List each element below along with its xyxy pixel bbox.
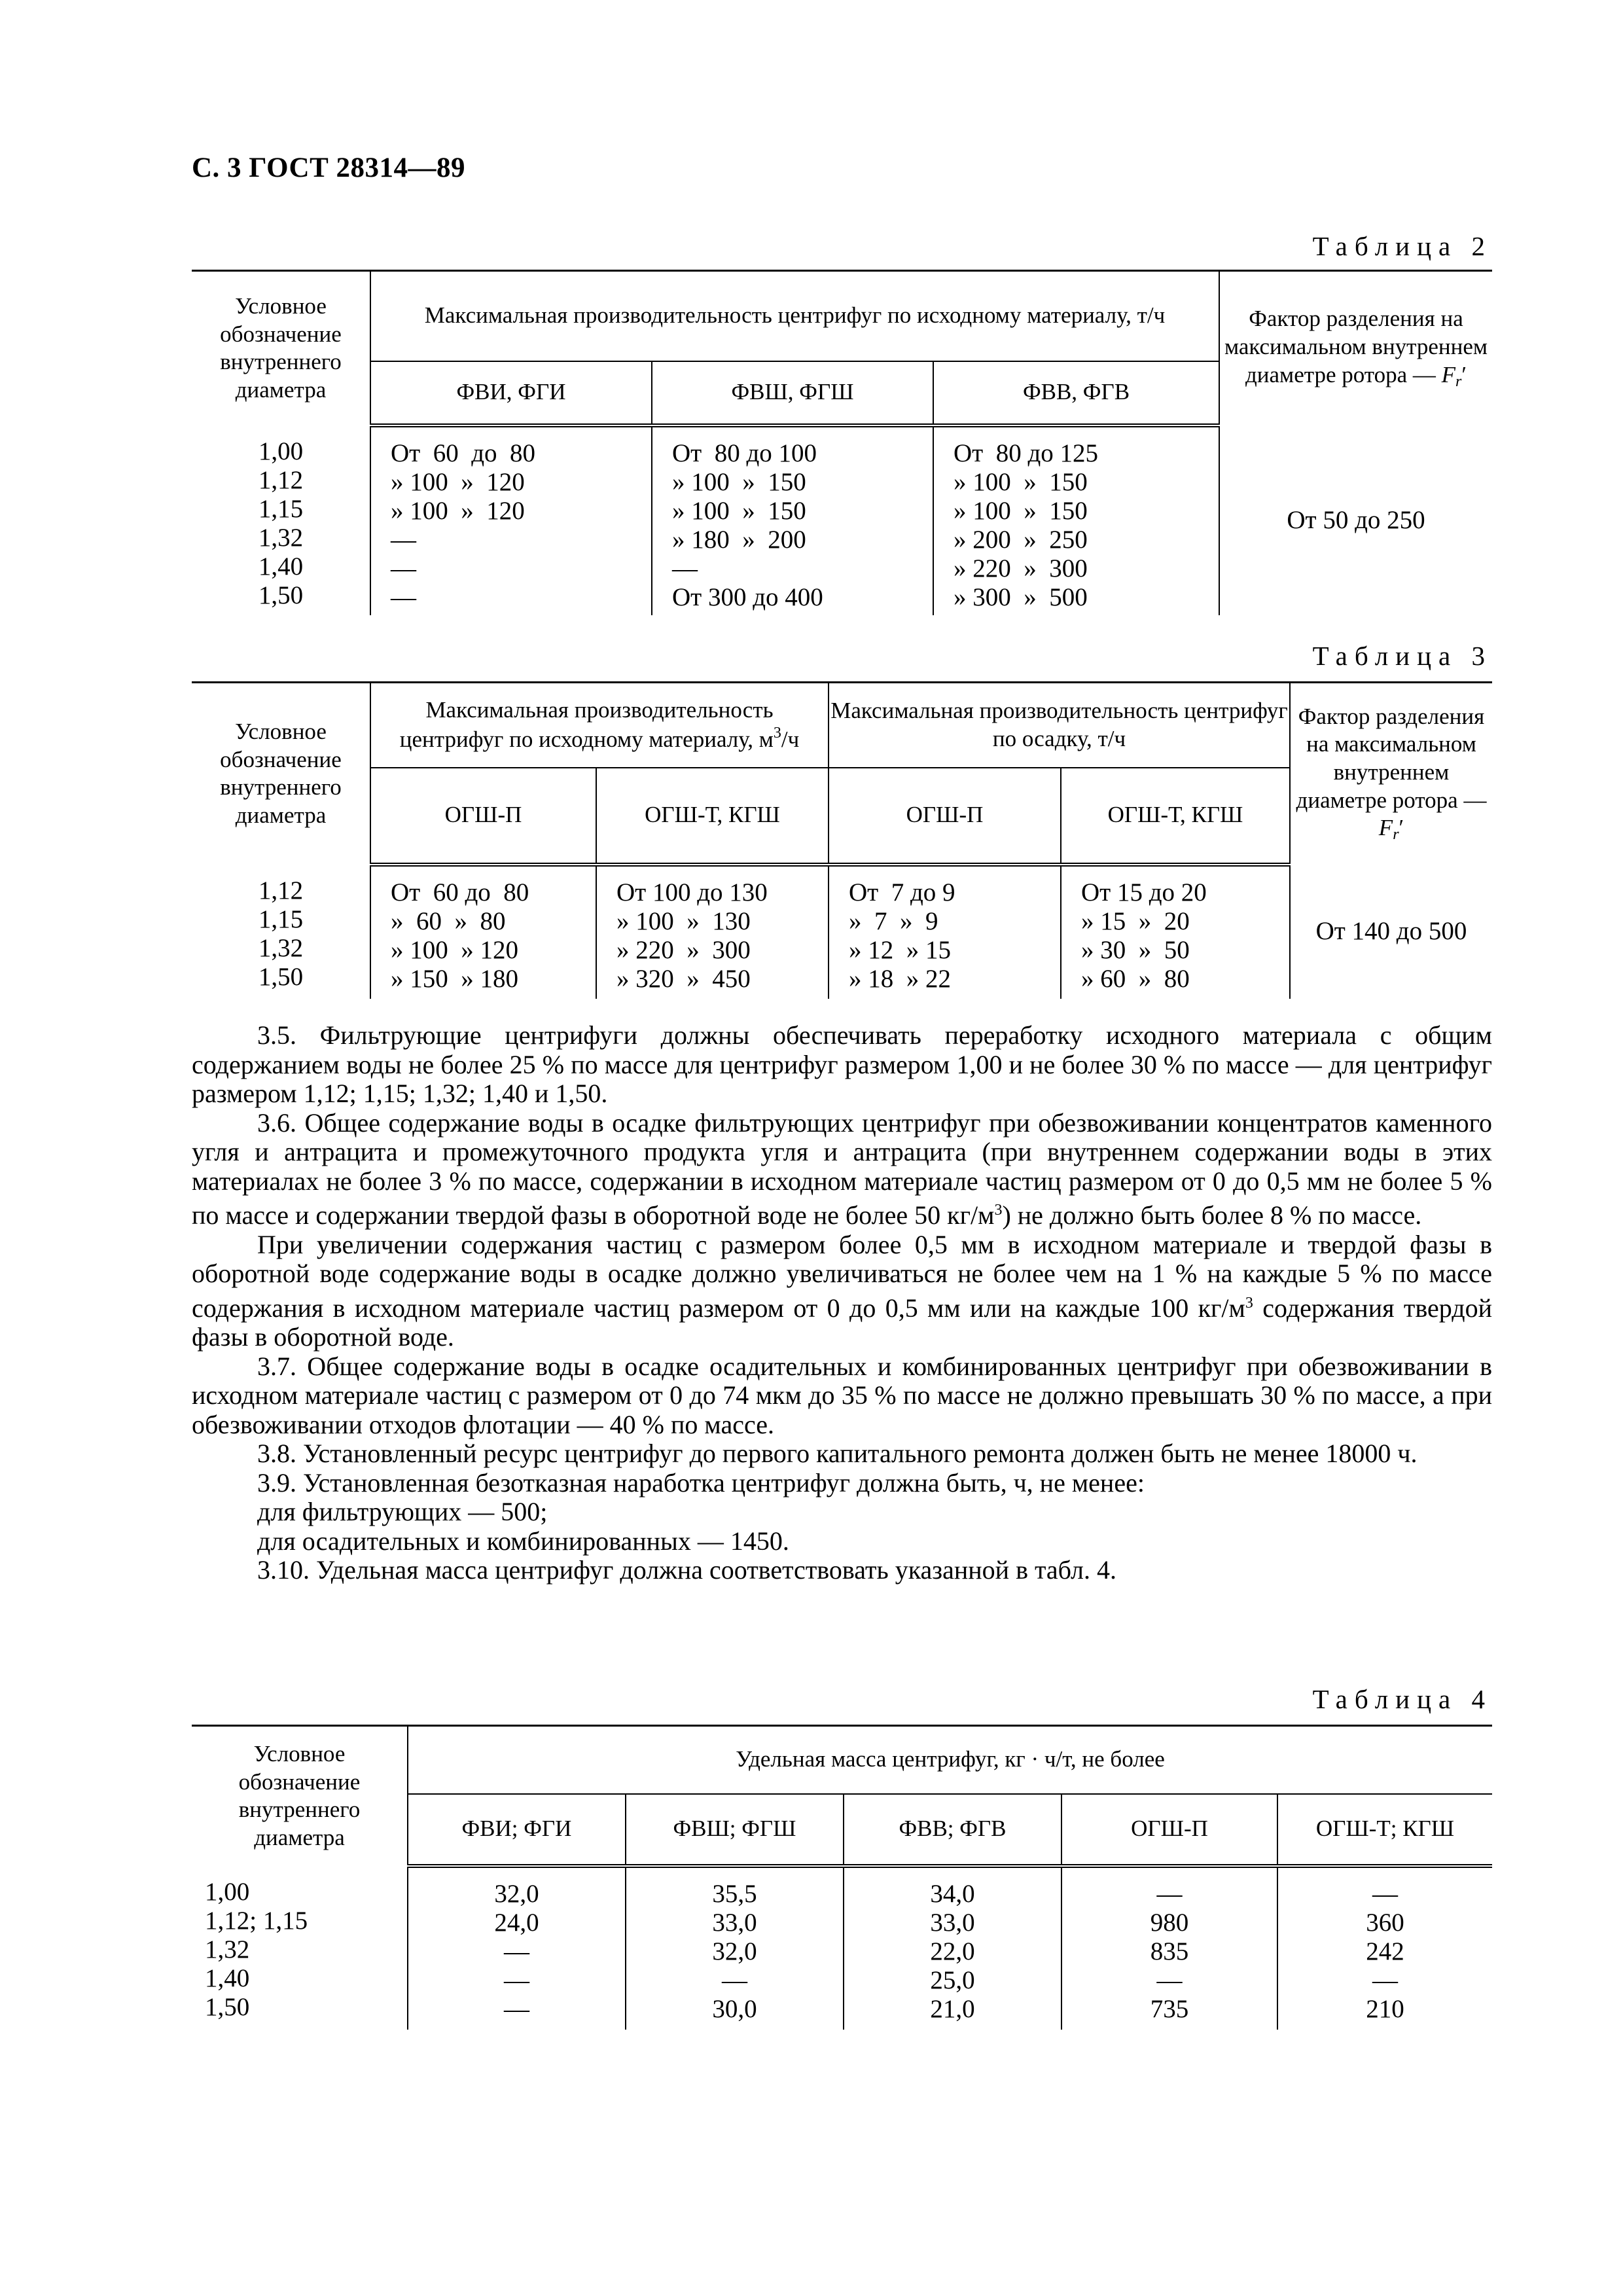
- cell-value: —: [504, 1965, 529, 1994]
- table3-caption: Таблица 3: [1312, 641, 1492, 671]
- paragraph-3-9-b: для осадительных и комбинированных — 1450.: [257, 1526, 789, 1556]
- paragraph-3-7: 3.7. Общее содержание воды в осадке осадительных и комбинированных центрифуг при обезвоживании в исходном материале частиц с размером от 0 до 74 мкм до 35 % по массе не должно превышать 30 % по массе, а при обезвоживании отходов флотации — 40 % по массе.: [192, 1351, 1492, 1439]
- cell-value: » 200 » 250: [954, 525, 1088, 554]
- cell-value: От 60 до 80: [391, 878, 529, 906]
- col-header-diameter: Условное обозначение внутреннего диаметра: [192, 683, 370, 865]
- table4-caption: Таблица 4: [1312, 1684, 1492, 1714]
- cell-value: 30,0: [712, 1994, 757, 2023]
- cell-value: 360: [1366, 1908, 1404, 1937]
- cell-value: От 100 до 130: [616, 878, 768, 906]
- table-2: [192, 270, 1492, 615]
- cell-value: —: [504, 1937, 529, 1965]
- cell-value: » 7 » 9: [849, 906, 938, 935]
- data-column: [1061, 865, 1290, 999]
- cell-value: 210: [1366, 1994, 1404, 2023]
- cell-value: » 100 » 150: [954, 496, 1088, 525]
- data-column: [1277, 1866, 1492, 2030]
- diameter-value: 1,40: [258, 552, 304, 581]
- table2-caption: Таблица 2: [1312, 231, 1492, 261]
- cell-value: » 220 » 300: [954, 554, 1088, 583]
- cell-value: » 100 » 150: [954, 467, 1088, 496]
- group-header-specific-mass: Удельная масса центрифуг, кг · ч/т, не более: [408, 1726, 1492, 1794]
- sub-header: ОГШ-Т, КГШ: [596, 768, 829, 865]
- cell-value: » 18 » 22: [849, 964, 951, 993]
- diameter-value: 1,00: [258, 437, 304, 465]
- sub-header: ФВВ, ФГВ: [933, 361, 1219, 425]
- cell-value: » 320 » 450: [616, 964, 751, 993]
- sub-header: ФВШ; ФГШ: [626, 1794, 844, 1866]
- cell-value: —: [672, 554, 698, 583]
- cell-value: 25,0: [930, 1965, 975, 1994]
- sub-header: ОГШ-Т, КГШ: [1061, 768, 1290, 865]
- page-header: С. 3 ГОСТ 28314—89: [192, 152, 466, 183]
- cell-value: » 100 » 120: [391, 935, 518, 964]
- cell-value: » 12 » 15: [849, 935, 951, 964]
- diameter-value: 1,50: [258, 581, 304, 609]
- diameter-column: [192, 1866, 408, 2030]
- diameter-value: 1,32: [205, 1935, 250, 1964]
- sub-header: ОГШ-Т; КГШ: [1277, 1794, 1492, 1866]
- diameter-value: 1,00: [205, 1877, 250, 1906]
- sub-header: ОГШ-П: [1061, 1794, 1277, 1866]
- paragraph-3-8: 3.8. Установленный ресурс центрифуг до первого капитального ремонта должен быть не менее 18000 ч.: [257, 1439, 1418, 1468]
- group-header-productivity: Максимальная производительность центрифуг по исходному материалу, т/ч: [370, 271, 1219, 361]
- col-header-diameter: Условное обозначение внутреннего диаметра: [192, 1726, 408, 1866]
- data-column: [829, 865, 1061, 999]
- cell-value: От 15 до 20: [1081, 878, 1207, 906]
- table-4: [192, 1725, 1492, 2030]
- cell-value: —: [1372, 1879, 1398, 1908]
- cell-value: 32,0: [494, 1879, 539, 1908]
- data-column: [408, 1866, 626, 2030]
- cell-value: —: [1156, 1965, 1183, 1994]
- cell-value: От 60 до 80: [391, 439, 536, 467]
- cell-value: —: [1372, 1965, 1398, 1994]
- cell-value: » 30 » 50: [1081, 935, 1190, 964]
- cell-value: » 150 » 180: [391, 964, 518, 993]
- cell-value: » 180 » 200: [672, 525, 806, 554]
- cell-value: 35,5: [712, 1879, 757, 1908]
- diameter-value: 1,12: [258, 876, 304, 905]
- cell-value: 33,0: [712, 1908, 757, 1937]
- factor-value: От 140 до 500: [1290, 865, 1492, 999]
- cell-value: 34,0: [930, 1879, 975, 1908]
- cell-value: —: [1156, 1879, 1183, 1908]
- cell-value: —: [391, 525, 416, 554]
- paragraph-3-9: 3.9. Установленная безотказная наработка центрифуг должна быть, ч, не менее:: [257, 1467, 1145, 1498]
- col-header-factor: Фактор разделения на максимальном внутреннем диаметре ротора — $F_r'$: [1290, 683, 1492, 865]
- cell-value: » 15 » 20: [1081, 906, 1190, 935]
- cell-value: » 60 » 80: [391, 906, 506, 935]
- data-column: [370, 425, 652, 615]
- cell-value: 33,0: [930, 1908, 975, 1937]
- sub-header: ОГШ-П: [829, 768, 1061, 865]
- cell-value: От 80 до 125: [954, 439, 1099, 467]
- cell-value: 24,0: [494, 1908, 539, 1937]
- diameter-column: [192, 425, 370, 615]
- paragraph-3-5: 3.5. Фильтрующие центрифуги должны обеспечивать переработку исходного материала с общим содержанием воды не более 25 % по массе для центрифуг размером 1,00 и не более 30 % по массе — для центрифуг размером 1,12; 1,15; 1,32; 1,40 и 1,50.: [192, 1020, 1492, 1108]
- data-column: [370, 865, 596, 999]
- cell-value: » 300 » 500: [954, 583, 1088, 611]
- diameter-value: 1,15: [258, 905, 304, 933]
- cell-value: » 100 » 150: [672, 467, 806, 496]
- cell-value: —: [504, 1994, 529, 2023]
- cell-value: 22,0: [930, 1937, 975, 1965]
- cell-value: —: [722, 1965, 747, 1994]
- cell-value: От 300 до 400: [672, 583, 823, 611]
- diameter-value: 1,40: [205, 1964, 250, 1992]
- paragraph-3-6: 3.6. Общее содержание воды в осадке фильтрующих центрифуг при обезвоживании концентратов каменного угля и антрацита и промежуточного продукта угля и антрацита (при внутреннем содержании воды в этих материалах не более 3 % по массе, содержании в исходном материале частиц размером от 0 до 0,5 мм не более 5 % по массе и содержании твердой фазы в оборотной воде не более 50 $кг/м^3$) не должно быть более 8 % по массе.: [192, 1107, 1492, 1230]
- data-column: [933, 425, 1219, 615]
- data-column: [1061, 1866, 1277, 2030]
- data-column: [652, 425, 933, 615]
- cell-value: » 60 » 80: [1081, 964, 1190, 993]
- data-column: [596, 865, 829, 999]
- diameter-column: [192, 865, 370, 999]
- sub-header: ФВИ; ФГИ: [408, 1794, 626, 1866]
- cell-value: От 80 до 100: [672, 439, 817, 467]
- cell-value: От 7 до 9: [849, 878, 955, 906]
- paragraph-3-9-a: для фильтрующих — 500;: [257, 1497, 548, 1526]
- data-column: [626, 1866, 844, 2030]
- cell-value: » 100 » 150: [672, 496, 806, 525]
- cell-value: 835: [1150, 1937, 1189, 1965]
- body-text: [192, 1021, 1492, 1585]
- cell-value: —: [391, 583, 416, 611]
- diameter-value: 1,12; 1,15: [205, 1906, 308, 1935]
- cell-value: » 100 » 120: [391, 496, 525, 525]
- cell-value: 735: [1150, 1994, 1189, 2023]
- diameter-value: 1,50: [258, 962, 304, 991]
- cell-value: » 100 » 120: [391, 467, 525, 496]
- diameter-value: 1,15: [258, 494, 304, 523]
- sub-header: ОГШ-П: [370, 768, 596, 865]
- diameter-value: 1,12: [258, 465, 304, 494]
- col-header-diameter: Условное обозначение внутреннего диаметра: [192, 271, 370, 425]
- factor-value: От 50 до 250: [1219, 425, 1492, 615]
- cell-value: » 220 » 300: [616, 935, 751, 964]
- data-column: [844, 1866, 1061, 2030]
- cell-value: 32,0: [712, 1937, 757, 1965]
- cell-value: 21,0: [930, 1994, 975, 2023]
- col-header-factor: Фактор разделения на максимальном внутреннем диаметре ротора — $F_r'$: [1219, 271, 1492, 425]
- cell-value: 980: [1150, 1908, 1189, 1937]
- group-header-sediment: Максимальная производительность центрифуг по осадку, т/ч: [829, 683, 1290, 768]
- diameter-value: 1,50: [205, 1992, 250, 2021]
- cell-value: » 100 » 130: [616, 906, 751, 935]
- sub-header: ФВВ; ФГВ: [844, 1794, 1061, 1866]
- diameter-value: 1,32: [258, 523, 304, 552]
- sub-header: ФВИ, ФГИ: [370, 361, 652, 425]
- diameter-value: 1,32: [258, 933, 304, 962]
- paragraph-3-10: 3.10. Удельная масса центрифуг должна соответствовать указанной в табл. 4.: [257, 1555, 1116, 1585]
- sub-header: ФВШ, ФГШ: [652, 361, 933, 425]
- paragraph-3-6-continued: При увеличении содержания частиц с размером более 0,5 мм в исходном материале и твердой фазы в оборотной воде содержание воды в осадке должно увеличиваться не более чем на 1 % на каждые 5 % по массе содержания в исходном материале частиц размером от 0 до 0,5 мм или на каждые 100 $кг/м^3$ содержания твердой фазы в оборотной воде.: [192, 1229, 1492, 1352]
- cell-value: 242: [1366, 1937, 1404, 1965]
- table-3: [192, 681, 1492, 999]
- cell-value: —: [391, 554, 416, 583]
- group-header-feed: Максимальная производительность центрифуг по исходному материалу, $м^3/ч$: [370, 683, 829, 768]
